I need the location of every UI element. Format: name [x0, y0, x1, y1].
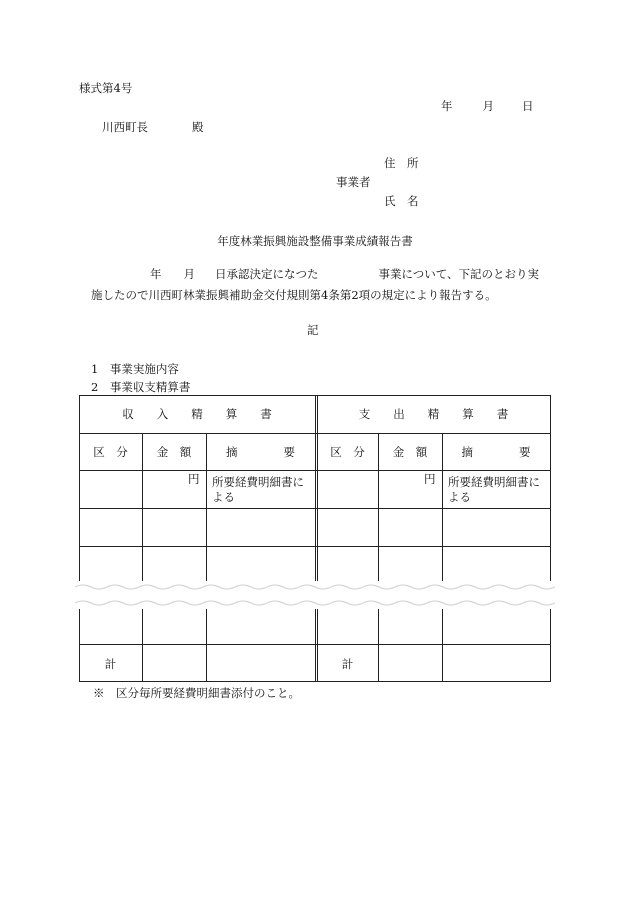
body-line-1	[150, 267, 539, 281]
form-number: 様式第4号	[79, 81, 133, 95]
ki-heading: 記	[307, 323, 319, 337]
expense-col-summary: 摘 要	[461, 445, 531, 459]
expense-col-amount: 金 額	[392, 445, 428, 459]
body-line-2: 施したので川西町林業振興補助金交付規則第4条第2項の規定により報告する。	[91, 288, 497, 302]
income-summary-line1: 所要経費明細書に	[212, 475, 304, 489]
address-label: 住 所	[384, 156, 419, 170]
item-2: 2 事業収支精算書	[91, 380, 191, 394]
table-divider	[315, 395, 316, 682]
expense-summary-line1: 所要経費明細書に	[448, 475, 540, 489]
body-day-text: 日承認決定になつた	[215, 267, 319, 281]
footnote: ※ 区分毎所要経費明細書添付のこと。	[93, 686, 300, 700]
item-1: 1 事業実施内容	[91, 362, 179, 376]
expense-total: 計	[341, 657, 354, 671]
expense-yen-unit: 円	[424, 472, 436, 486]
income-col-summary: 摘 要	[226, 445, 295, 459]
table-border-right	[550, 395, 551, 682]
expense-summary-line2: よる	[448, 490, 471, 504]
income-yen-unit: 円	[188, 472, 200, 486]
income-total: 計	[104, 657, 117, 671]
table-divider	[317, 395, 318, 682]
date-line	[441, 99, 534, 113]
date-month: 月	[482, 99, 494, 113]
table-border-left	[79, 395, 80, 682]
addressee-name: 川西町長	[102, 120, 148, 134]
business-label: 事業者	[336, 175, 371, 189]
table-line	[378, 433, 379, 682]
addressee	[102, 120, 204, 134]
table-line	[206, 433, 207, 682]
income-col-amount: 金 額	[156, 445, 192, 459]
document-title: 年度林業振興施設整備事業成績報告書	[217, 234, 413, 248]
table-line	[142, 433, 143, 682]
name-label: 氏 名	[384, 194, 419, 208]
date-day: 日	[522, 99, 534, 113]
addressee-honorific: 殿	[192, 120, 204, 134]
settlement-table	[79, 395, 551, 682]
body-month: 月	[183, 267, 195, 281]
body-year: 年	[150, 267, 162, 281]
expense-header: 支 出 精 算 書	[358, 407, 509, 421]
income-header: 収 入 精 算 書	[122, 407, 272, 421]
income-col-category: 区 分	[93, 445, 128, 459]
table-break-wave	[75, 581, 555, 609]
body-business-text: 事業について、下記のとおり実	[378, 267, 540, 281]
income-summary-line2: よる	[212, 490, 235, 504]
expense-col-category: 区 分	[330, 445, 365, 459]
date-year: 年	[441, 99, 453, 113]
table-line	[442, 433, 443, 682]
